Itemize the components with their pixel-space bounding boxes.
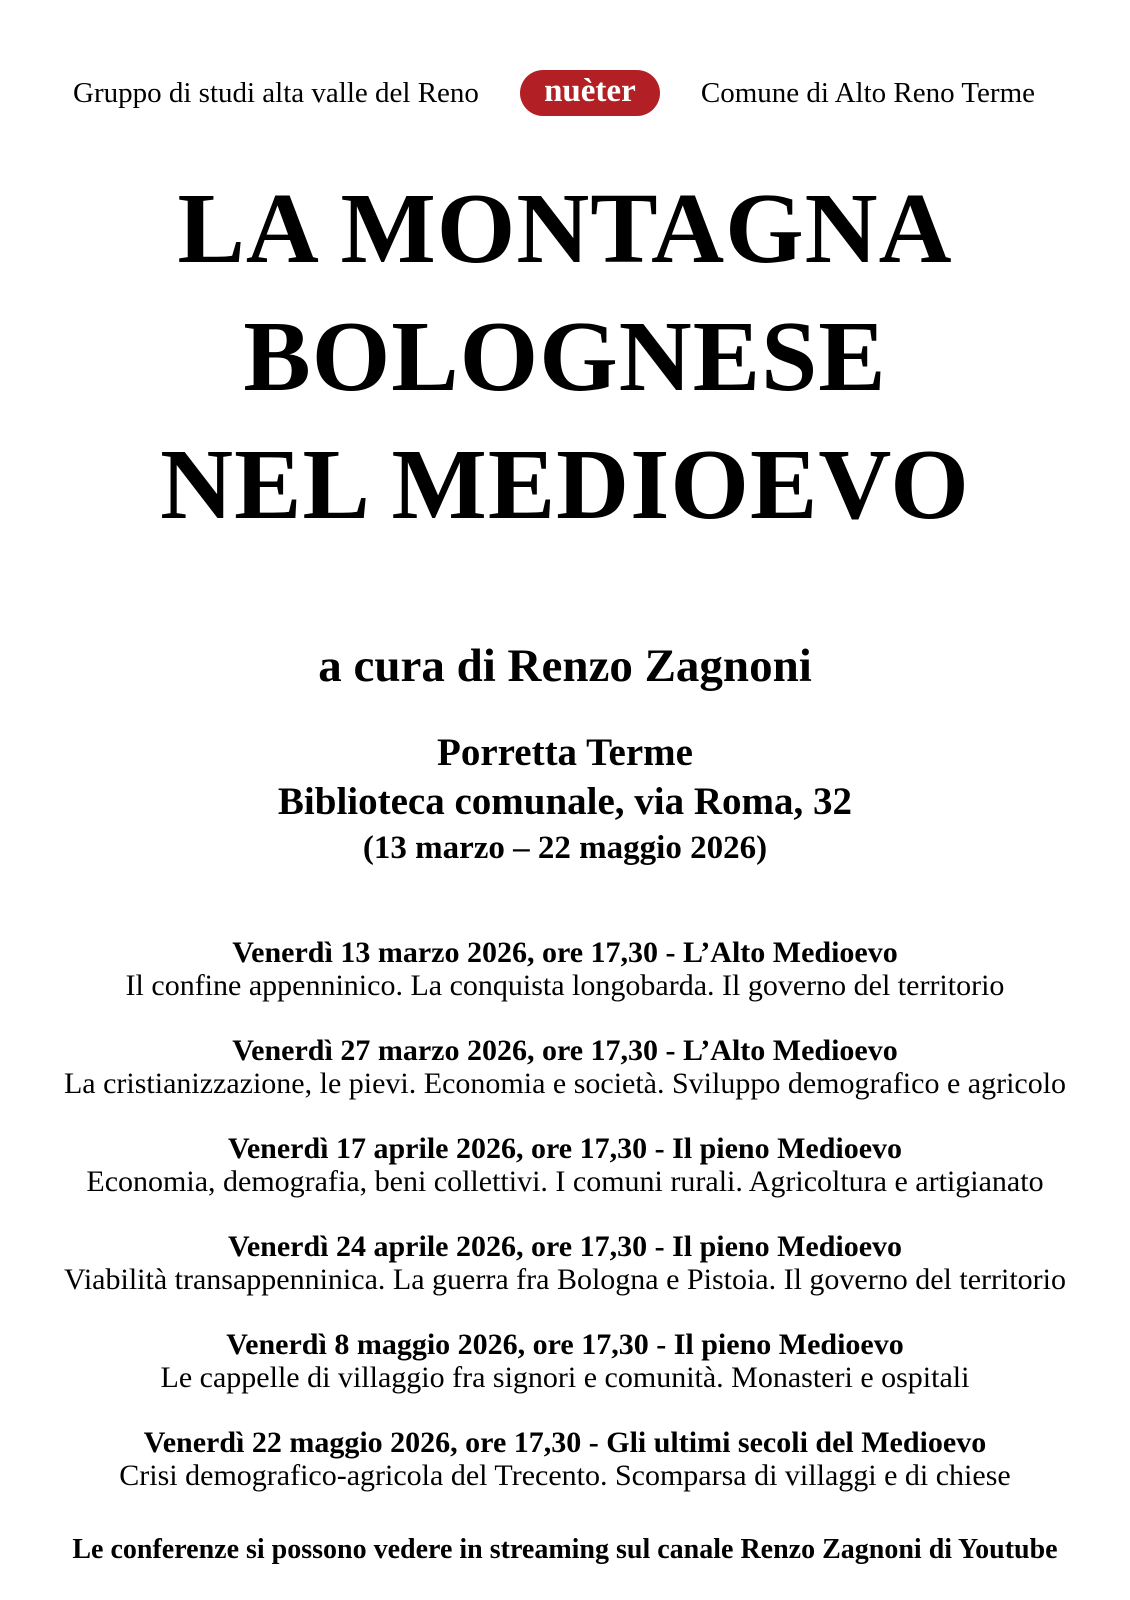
event-item <box>0 1426 1130 1492</box>
venue-date-range: (13 marzo – 22 maggio 2026) <box>362 830 768 867</box>
poster-title <box>0 164 1130 548</box>
right-organization-label: Comune di Alto Reno Terme <box>700 76 1035 109</box>
header-row <box>0 0 1130 116</box>
event-description: Crisi demografico-agricola del Trecento. Scomparsa di villaggi e di chiese <box>119 1459 1011 1493</box>
event-heading: Venerdì 27 marzo 2026, ore 17,30 - L’Alto Medioevo <box>232 1034 898 1068</box>
event-heading: Venerdì 22 maggio 2026, ore 17,30 - Gli ultimi secoli del Medioevo <box>143 1426 987 1460</box>
event-heading: Venerdì 8 maggio 2026, ore 17,30 - Il pieno Medioevo <box>226 1328 904 1362</box>
venue-place: Porretta Terme <box>437 731 693 775</box>
venue-block <box>0 728 1130 870</box>
poster-title-line-3: NEL MEDIOEVO <box>160 428 970 541</box>
event-description: Economia, demografia, beni collettivi. I comuni rurali. Agricoltura e artigianato <box>86 1165 1044 1199</box>
event-heading: Venerdì 17 aprile 2026, ore 17,30 - Il pieno Medioevo <box>227 1132 903 1166</box>
left-organization-label: Gruppo di studi alta valle del Reno <box>73 76 479 109</box>
event-description: Il confine appenninico. La conquista longobarda. Il governo del territorio <box>125 969 1005 1003</box>
event-description: Le cappelle di villaggio fra signori e comunità. Monasteri e ospitali <box>160 1361 970 1395</box>
event-heading: Venerdì 24 aprile 2026, ore 17,30 - Il pieno Medioevo <box>227 1230 903 1264</box>
nueter-badge: nuèter <box>520 70 660 116</box>
event-item <box>0 1034 1130 1100</box>
event-item <box>0 1132 1130 1198</box>
poster-title-line-2: BOLOGNESE <box>243 300 887 413</box>
event-item <box>0 936 1130 1002</box>
event-description: Viabilità transappenninica. La guerra fra Bologna e Pistoia. Il governo del territorio <box>63 1263 1067 1297</box>
event-heading: Venerdì 13 marzo 2026, ore 17,30 - L’Alto Medioevo <box>232 936 898 970</box>
event-item <box>0 1328 1130 1394</box>
events-list <box>0 936 1130 1492</box>
venue-address: Biblioteca comunale, via Roma, 32 <box>277 780 853 824</box>
streaming-note: Le conferenze si possono vedere in streaming sul canale Renzo Zagnoni di Youtube <box>72 1534 1058 1566</box>
poster-title-line-1: LA MONTAGNA <box>177 172 953 285</box>
curator-line: a cura di Renzo Zagnoni <box>318 640 812 693</box>
event-description: La cristianizzazione, le pievi. Economia e società. Sviluppo demografico e agricolo <box>63 1067 1067 1101</box>
event-item <box>0 1230 1130 1296</box>
